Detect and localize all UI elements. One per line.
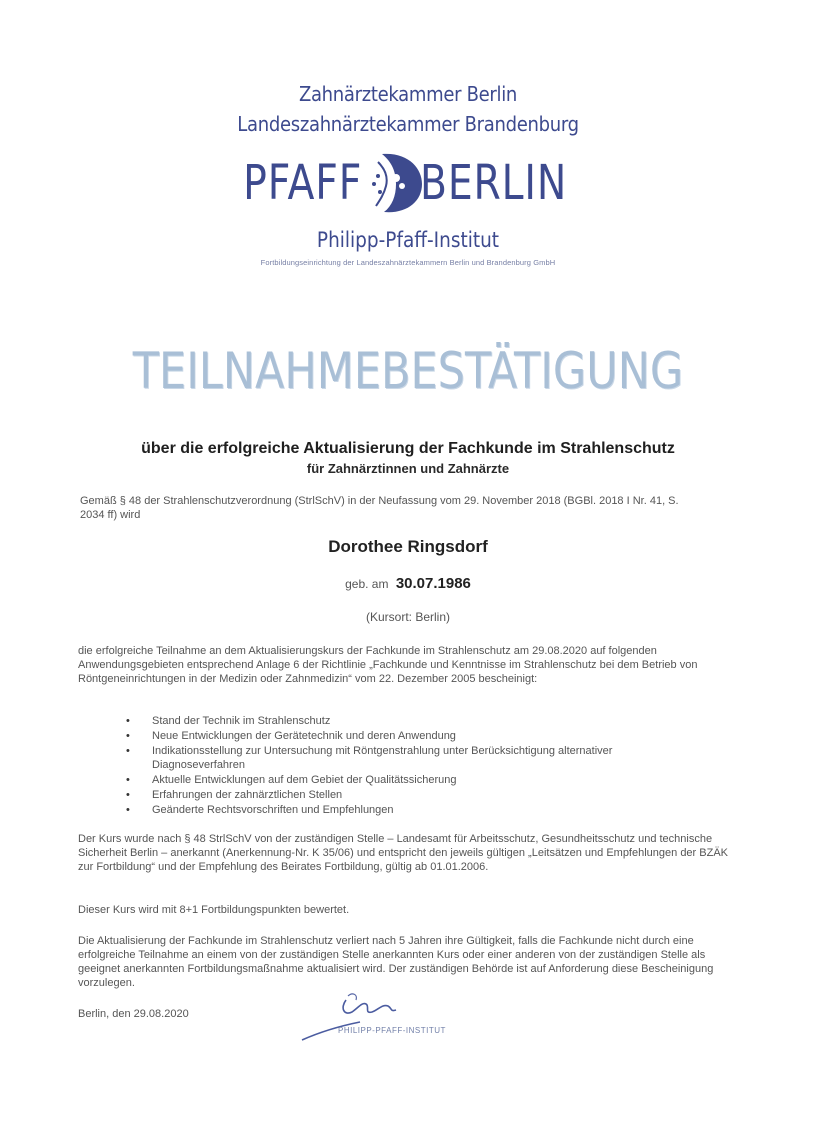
birth-date: 30.07.1986 xyxy=(395,575,471,592)
topics-list xyxy=(126,714,686,818)
validity-paragraph: Die Aktualisierung der Fachkunde im Strahlenschutz verliert nach 5 Jahren ihre Gültigkeit, falls die Fachkunde nicht durch eine erfolgreiche Teilnahme an einem von der zuständigen Stelle anerkannten Kurs oder einer anderen von der zuständigen Stelle als geeignet anerkannten Fortbildungsmaßnahme aktualisiert wird. Der zuständigen Behörde ist auf Anforderung diese Bescheinigung vorzulegen. xyxy=(78,935,714,989)
pfaff-berlin-logo xyxy=(0,148,816,218)
org-name-berlin: Zahnärztekammer Berlin xyxy=(298,82,518,106)
certificate-subtitle: über die erfolgreiche Aktualisierung der Fachkunde im Strahlenschutz xyxy=(141,440,675,457)
certificate-title: TEILNAHMEBESTÄTIGUNG xyxy=(132,342,684,400)
certification-paragraph: die erfolgreiche Teilnahme an dem Aktualisierungskurs der Fachkunde im Strahlenschutz am 29.08.2020 auf folgenden Anwendungsgebieten entsprechend Anlage 6 der Richtlinie „Fachkunde und Kenntnisse im Strahlenschutz bei dem Betrieb von Röntgeneinrichtungen in der Medizin oder Zahnmedizin“ vom 22. Dezember 2005 bescheinigt: xyxy=(78,645,698,685)
list-item: • Aktuelle Entwicklungen auf dem Gebiet der Qualitätssicherung xyxy=(126,774,457,786)
bullet-icon: • xyxy=(126,730,130,742)
place-and-date: Berlin, den 29.08.2020 xyxy=(78,1008,189,1020)
credit-points-paragraph: Dieser Kurs wird mit 8+1 Fortbildungspunkten bewertet. xyxy=(78,904,350,916)
signature-icon xyxy=(300,982,500,1046)
org-name-brandenburg: Landeszahnärztekammer Brandenburg xyxy=(237,112,579,136)
birth-label: geb. am xyxy=(345,577,389,591)
list-item: • Indikationsstellung zur Untersuchung mit Röntgenstrahlung unter Berücksichtigung alternativer Diagnoseverfahren xyxy=(126,745,613,771)
pfaff-head-emblem-icon xyxy=(356,148,426,218)
birth-line xyxy=(0,575,816,592)
list-item: • Neue Entwicklungen der Gerätetechnik und deren Anwendung xyxy=(126,730,456,742)
institute-subline: Fortbildungseinrichtung der Landeszahnärztekammern Berlin und Brandenburg GmbH xyxy=(260,258,556,267)
bullet-icon: • xyxy=(126,804,130,816)
bullet-icon: • xyxy=(126,789,130,801)
logo-word-pfaff: PFAFF xyxy=(242,155,362,211)
course-location: (Kursort: Berlin) xyxy=(365,610,451,624)
list-item: • Geänderte Rechtsvorschriften und Empfehlungen xyxy=(126,804,394,816)
certificate-audience: für Zahnärztinnen und Zahnärzte xyxy=(306,461,510,476)
signature-stamp-caption: PHILIPP-PFAFF-INSTITUT xyxy=(338,1026,446,1035)
bullet-icon: • xyxy=(126,774,130,786)
list-item: • Stand der Technik im Strahlenschutz xyxy=(126,715,331,727)
accreditation-paragraph: Der Kurs wurde nach § 48 StrlSchV von der zuständigen Stelle – Landesamt für Arbeitsschutz, Gesundheitsschutz und technische Sicherheit Berlin – anerkannt (Anerkennung-Nr. K 35/06) und entspricht den jeweils gültigen „Leitsätzen und Empfehlungen der BZÄK zur Fortbildung“ und der Empfehlung des Beirates Fortbildung, gültig ab 01.01.2006. xyxy=(78,833,728,873)
list-item: • Erfahrungen der zahnärztlichen Stellen xyxy=(126,789,343,801)
institute-name: Philipp-Pfaff-Institut xyxy=(316,228,500,252)
bullet-icon: • xyxy=(126,715,130,727)
legal-intro: Gemäß § 48 der Strahlenschutzverordnung (StrlSchV) in der Neufassung vom 29. November 2018 (BGBl. 2018 I Nr. 41, S. 2034 ff) wird xyxy=(80,495,679,521)
participant-name: Dorothee Ringsdorf xyxy=(328,537,488,556)
bullet-icon: • xyxy=(126,745,130,757)
logo-word-berlin: BERLIN xyxy=(419,155,568,211)
